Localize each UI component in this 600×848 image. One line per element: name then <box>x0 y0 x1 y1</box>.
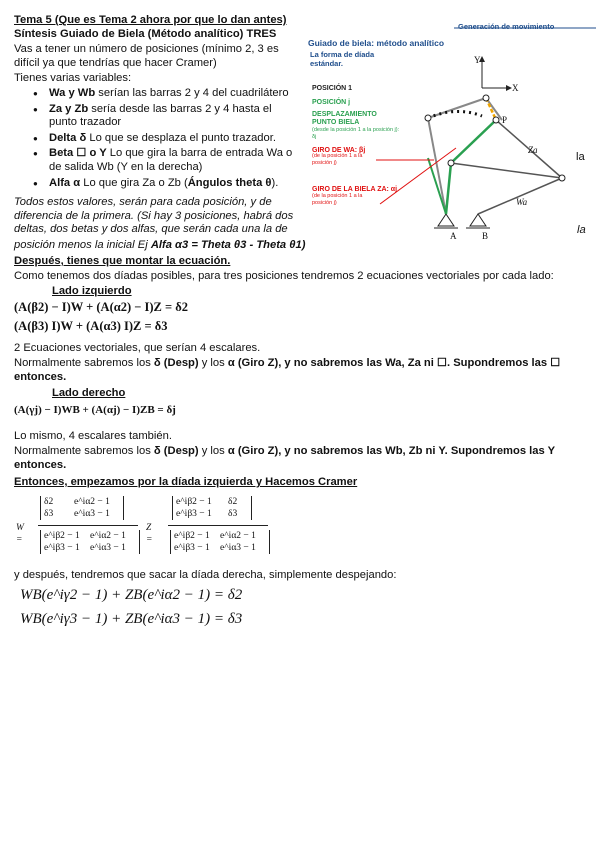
assumption-right-a: Normalmente sabremos los <box>14 445 154 457</box>
assumption-c: y los <box>198 357 228 369</box>
figure-subtitle: La forma de díada estándar. <box>310 50 375 68</box>
joint-pj <box>493 117 499 123</box>
intro-paragraph-1: Vas a tener un número de posiciones (mínimo 2, 3 es difícil ya que tendrías que hacer Cramer) <box>14 43 279 69</box>
final-equation-1: WB(e^iγ2 − 1) + ZB(e^iα2 − 1) = δ2 <box>20 587 243 603</box>
italic-note-b: Alfa α3 = Theta θ3 - Theta θ1) <box>150 239 306 251</box>
matrix-cell: e^iα2 − 1 <box>220 531 256 541</box>
joint-a1 <box>425 115 431 121</box>
cramer-z-numerator <box>172 496 252 520</box>
figure-posj: POSICIÓN j <box>312 99 351 106</box>
cramer-z-denominator <box>170 530 270 554</box>
matrix-cell: δ2 <box>228 497 238 507</box>
figure-title-left: Guiado de biela: método analítico <box>308 38 445 48</box>
matrix-cell: δ3 <box>228 509 238 519</box>
equation-left-1: (A(β2) − I)W + (A(α2) − I)Z = δ2 <box>14 300 188 314</box>
section-intro: Como tenemos dos díadas posibles, para tres posiciones tendremos 2 ecuaciones vectoriales por cada lado: <box>14 270 554 282</box>
italic-note-a: posición menos la inicial Ej <box>14 239 151 251</box>
cramer-heading: Entonces, empezamos por la díada izquierda y Hacemos Cramer <box>14 476 358 488</box>
equation-right-1: (A(γj) − I)WB + (A(αj) − I)ZB = δj <box>14 404 176 416</box>
beta-desc-overflow: la <box>576 151 585 163</box>
figure-label-x: X <box>512 83 519 93</box>
matrix-cell: e^iβ3 − 1 <box>174 543 210 553</box>
page-subtitle: Síntesis Guiado de Biela (Método analítico) TRES <box>14 28 277 40</box>
link-za-posj <box>451 120 496 163</box>
section-heading-equation: Después, tienes que montar la ecuación. <box>14 255 231 267</box>
var-theta-label: Ángulos theta θ <box>187 176 272 189</box>
final-equation-2: WB(e^iγ3 − 1) + ZB(e^iα3 − 1) = δ3 <box>20 611 243 627</box>
figure-giro-w: GIRO DE WA: βj <box>312 147 366 154</box>
list-item <box>0 177 300 191</box>
var-z-label: Za y Zb <box>49 102 89 115</box>
ground-pivot-a-icon <box>438 214 454 226</box>
var-z-desc: sería desde las barras 2 y 4 hasta el punto trazador <box>49 102 272 129</box>
figure-giro-z-small: (de la posición 1 a la posición j) <box>312 193 363 206</box>
var-gamma-label: o Y <box>86 147 107 160</box>
assumption-f: entonces. <box>14 370 67 383</box>
link-coupler-posj <box>451 163 562 178</box>
cramer-w-numerator <box>40 496 124 520</box>
joint-p1 <box>483 95 489 101</box>
figure-giro-w-small: (de la posición 1 a la posición j) <box>312 153 363 166</box>
assumption-right-c: y los <box>198 445 228 457</box>
joint-aj <box>448 160 454 166</box>
list-item <box>0 132 300 146</box>
link-coupler-pos1 <box>428 98 486 118</box>
figure-label-a: A <box>450 231 457 241</box>
assumption-a: Normalmente sabremos los <box>14 357 154 369</box>
figure-title-right: Generación de movimiento <box>458 22 555 31</box>
assumption-note-left <box>14 357 586 384</box>
figure-label-wa: Wa <box>516 197 528 207</box>
list-item <box>0 147 300 174</box>
assumption-b: δ (Desp) <box>153 357 199 369</box>
matrix-cell: e^iβ2 − 1 <box>44 531 80 541</box>
assumption-d: α (Giro Z), y no sabremos las Wa, Za ni <box>227 357 437 369</box>
matrix-cell: e^iα2 − 1 <box>90 531 126 541</box>
figure-label-za: Za <box>528 145 538 155</box>
matrix-cell: e^iα3 − 1 <box>220 543 256 553</box>
final-note: y después, tendremos que sacar la díada derecha, simplemente despejando: <box>14 569 397 581</box>
right-side-heading: Lado derecho <box>52 387 126 399</box>
figure-desp: DESPLAZAMIENTO PUNTO BIELA <box>312 111 377 126</box>
matrix-cell: e^iβ2 − 1 <box>174 531 210 541</box>
assumption-right-b: δ (Desp) <box>153 445 199 457</box>
matrix-cell: δ2 <box>44 497 54 507</box>
var-alpha-label: Alfa α <box>49 176 81 189</box>
matrix-cell: e^iα3 − 1 <box>90 543 126 553</box>
link-wa-posj <box>446 163 451 214</box>
var-alpha-end: ). <box>271 176 279 189</box>
matrix-cell: e^iα2 − 1 <box>74 497 110 507</box>
missing-glyph-icon: ☐ <box>550 357 561 369</box>
equation-left-2: (A(β3) I)W + (A(α3) I)Z = δ3 <box>14 319 168 333</box>
var-w-desc: serían las barras 2 y 4 del cuadrilátero <box>95 87 289 99</box>
figure-desp-small: (desde la posición 1 a la posición j): δj <box>312 127 400 140</box>
joint-bj <box>559 175 565 181</box>
missing-glyph-icon: ☐ <box>436 357 447 369</box>
var-beta-desc: Lo que gira la barra de entrada Wa o <box>106 147 293 160</box>
matrix-cell: e^iβ2 − 1 <box>176 497 212 507</box>
figure-label-p: P <box>502 115 508 125</box>
cramer-w-label: W = <box>16 523 24 545</box>
list-item <box>0 87 300 101</box>
var-beta-desc-line2: de salida Wb (Y en la derecha) <box>49 160 203 173</box>
assumption-right-d: α (Giro Z), y no sabremos las Wb, Zb ni Y. Supondremos las Y entonces. <box>14 445 555 471</box>
italic-note: Todos estos valores, serán para cada posición, y de diferencia de la primera. (Si hay 3 posiciones, habrá dos deltas, dos betas y dos alfas, que serán cada una la de <box>14 196 294 236</box>
italic-note-line4 <box>14 239 305 253</box>
matrix-cell: e^iβ3 − 1 <box>176 509 212 519</box>
matrix-cell: δ3 <box>44 509 54 519</box>
var-alpha-desc: Lo que gira Za o Zb ( <box>80 176 188 189</box>
cramer-z-label: Z = <box>146 523 153 545</box>
cramer-w-fraction-bar <box>38 525 138 526</box>
figure-giro-z: GIRO DE LA BIELA ZA: αj <box>312 186 398 193</box>
scalar-note-right: Lo mismo, 4 escalares también. <box>14 430 172 442</box>
variables-list <box>0 87 300 190</box>
italic-note-overflow: la <box>577 224 586 236</box>
scalar-note: 2 Ecuaciones vectoriales, que serían 4 escalares. <box>14 342 261 354</box>
matrix-cell: e^iβ3 − 1 <box>44 543 80 553</box>
matrix-cell: e^iα3 − 1 <box>74 509 110 519</box>
figure-label-b: B <box>482 231 489 241</box>
linkage-figure <box>306 18 598 241</box>
figure-label-y: Y <box>474 55 481 65</box>
left-side-heading: Lado izquierdo <box>52 285 132 297</box>
ground-pivot-b-icon <box>470 214 486 226</box>
assumption-e: . Supondremos las <box>447 357 551 369</box>
var-beta-label: Beta <box>49 147 77 160</box>
cramer-z-fraction-bar <box>168 525 268 526</box>
page-title: Tema 5 (Que es Tema 2 ahora por que lo dan antes) <box>14 14 287 26</box>
var-w-label: Wa y Wb <box>49 87 96 99</box>
cramer-w-denominator <box>40 530 140 554</box>
figure-pos1: POSICIÓN 1 <box>312 85 353 92</box>
list-item <box>0 103 300 130</box>
assumption-note-right <box>14 445 586 472</box>
var-delta-desc: Lo que se desplaza el punto trazador. <box>86 131 276 144</box>
missing-glyph-icon: ☐ <box>76 147 87 160</box>
var-delta-label: Delta δ <box>49 131 87 144</box>
intro-paragraph-2: Tienes varias variables: <box>14 72 132 84</box>
